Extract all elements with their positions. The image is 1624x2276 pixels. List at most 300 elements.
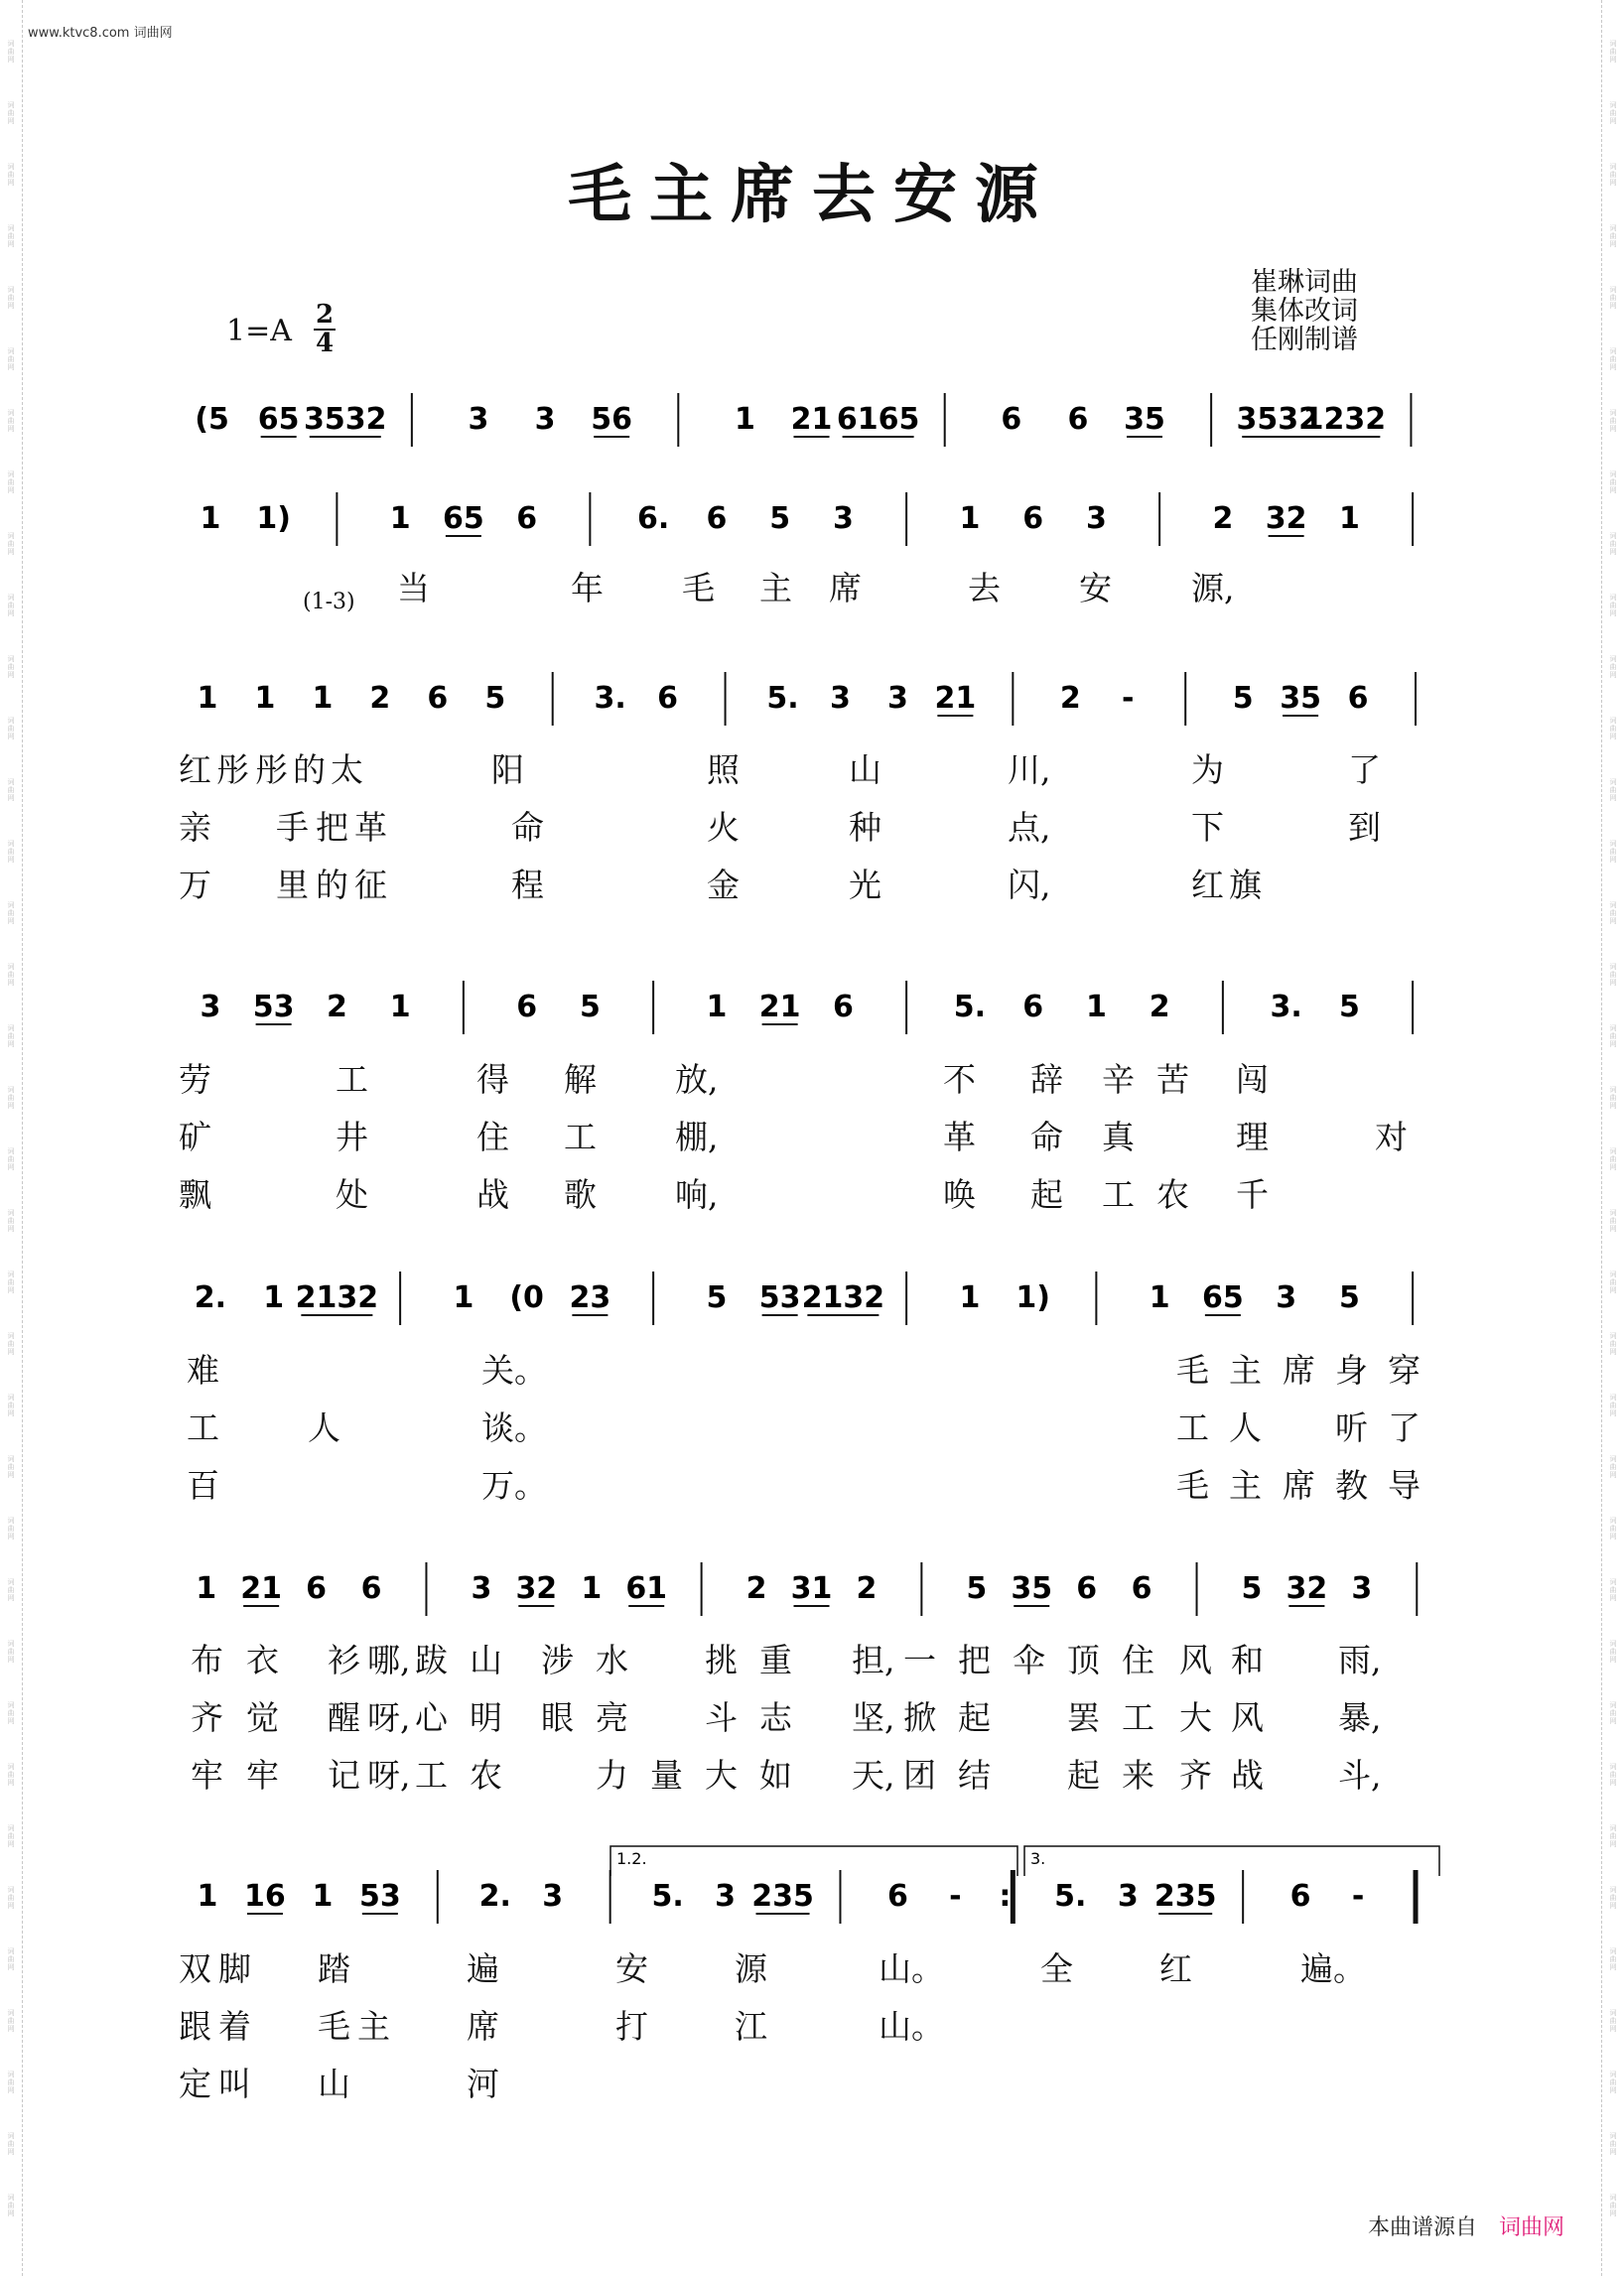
lyric-syllable: 打 bbox=[615, 2007, 648, 2046]
note-group: 6 bbox=[427, 681, 449, 716]
side-watermark: 词 曲 网 bbox=[7, 1763, 15, 1787]
note-group: 3 bbox=[534, 402, 556, 437]
lyric-syllable: 江 bbox=[735, 2007, 767, 2046]
note-group: 23 bbox=[569, 1280, 611, 1315]
side-watermark: 词 曲 网 bbox=[1609, 163, 1617, 187]
side-watermark: 词 曲 网 bbox=[1609, 1578, 1617, 1602]
lyric-syllable: 齐 bbox=[191, 1698, 223, 1737]
note-group: 3 bbox=[1117, 1879, 1139, 1914]
side-watermark: 词 曲 网 bbox=[1609, 347, 1617, 371]
side-watermark: 词 曲 网 bbox=[7, 963, 15, 987]
lyric-syllable: 遍 bbox=[467, 1949, 499, 1988]
lyric-syllable: 哪, bbox=[367, 1641, 411, 1679]
note-group: 6 bbox=[516, 501, 538, 536]
lyric-syllable: 人 bbox=[308, 1408, 340, 1447]
lyric-syllable: 衫 bbox=[328, 1641, 360, 1679]
lyric-syllable: 农 bbox=[470, 1756, 502, 1795]
side-watermark: 词 曲 网 bbox=[1609, 1947, 1617, 1971]
note-group: 32 bbox=[1265, 501, 1307, 536]
score-system bbox=[195, 393, 1411, 447]
lyric-syllable: 起 bbox=[1030, 1175, 1063, 1214]
note-group: 2 bbox=[745, 1571, 767, 1606]
note-group: 32 bbox=[515, 1571, 558, 1606]
note-group: 1 bbox=[263, 1280, 285, 1315]
lyric-syllable: 千 bbox=[1236, 1175, 1269, 1214]
note-group: 2 bbox=[326, 990, 347, 1024]
lyric-syllable: 涉 bbox=[541, 1641, 574, 1679]
note-group: 1 bbox=[581, 1571, 603, 1606]
lyric-syllable: 坚, bbox=[852, 1698, 895, 1737]
lyric-syllable: 闪, bbox=[1008, 866, 1051, 904]
lyric-syllable: 身 bbox=[1335, 1351, 1368, 1390]
credit-composer: 崔琳词曲 bbox=[1251, 267, 1358, 298]
lyric-syllable: 起 bbox=[958, 1698, 991, 1737]
note-group: 5. bbox=[1054, 1879, 1087, 1914]
lyric-syllable: 天, bbox=[852, 1756, 895, 1795]
lyric-syllable: 顶 bbox=[1067, 1641, 1100, 1679]
note-group: - bbox=[1122, 681, 1135, 716]
lyric-syllable: 主 bbox=[1229, 1351, 1262, 1390]
note-group: 1 bbox=[200, 501, 221, 536]
score-system bbox=[200, 981, 1413, 1034]
note-group: 5. bbox=[766, 681, 799, 716]
lyric-syllable: 心 bbox=[415, 1698, 448, 1737]
note-group: 35 bbox=[1280, 681, 1321, 716]
side-watermark: 词 曲 网 bbox=[1609, 1886, 1617, 1910]
lyric-syllable: 山 bbox=[318, 2065, 350, 2103]
lyric-syllable: 的 bbox=[316, 866, 348, 904]
note-group: 3 bbox=[200, 990, 221, 1024]
side-watermark: 词 曲 网 bbox=[7, 286, 15, 310]
note-group: 3532 bbox=[304, 402, 387, 437]
lyric-syllable: 万。 bbox=[481, 1466, 547, 1505]
lyric-syllable: 主 bbox=[1229, 1466, 1262, 1505]
note-group: 1 bbox=[312, 681, 334, 716]
score-system bbox=[198, 1870, 1416, 1924]
lyric-syllable: 山 bbox=[849, 750, 881, 789]
note-group: 61 bbox=[625, 1571, 668, 1606]
side-watermark: 词 曲 网 bbox=[1609, 2132, 1617, 2156]
note-group: 1 bbox=[197, 681, 218, 716]
lyric-syllable: 放, bbox=[675, 1060, 719, 1099]
note-group: 5 bbox=[579, 990, 601, 1024]
side-watermark: 词 曲 网 bbox=[1609, 2071, 1617, 2094]
lyric-syllable: 为 bbox=[1191, 750, 1224, 789]
lyric-syllable: 毛 bbox=[1176, 1351, 1209, 1390]
side-watermark: 词 曲 网 bbox=[7, 901, 15, 925]
note-group: 6 bbox=[360, 1571, 382, 1606]
lyric-syllable: 工 bbox=[415, 1756, 448, 1795]
note-group: 1 bbox=[734, 402, 755, 437]
lyric-syllable: 彤 bbox=[216, 750, 249, 789]
lyric-syllable: 跋 bbox=[415, 1641, 448, 1679]
side-watermark: 词 曲 网 bbox=[1609, 1701, 1617, 1725]
lyric-syllable: 伞 bbox=[1013, 1641, 1045, 1679]
lyric-syllable: 处 bbox=[336, 1175, 368, 1214]
lyric-syllable: 把 bbox=[316, 808, 348, 847]
lyric-syllable: 衣 bbox=[246, 1641, 279, 1679]
lyric-syllable: 当 bbox=[397, 569, 430, 607]
credit-transcriber: 任刚制谱 bbox=[1251, 325, 1358, 355]
side-watermark: 词 曲 网 bbox=[1609, 1024, 1617, 1048]
volta-bracket bbox=[1024, 1846, 1439, 1876]
side-watermark: 词 曲 网 bbox=[1609, 1147, 1617, 1171]
note-group: 1 bbox=[254, 681, 276, 716]
side-watermark: 词 曲 网 bbox=[7, 2009, 15, 2033]
lyric-syllable: 了 bbox=[1388, 1408, 1421, 1447]
lyric-syllable: 定 bbox=[179, 2065, 211, 2103]
note-group: 65 bbox=[257, 402, 300, 437]
side-watermark: 词 曲 网 bbox=[1609, 1271, 1617, 1294]
note-group: 2. bbox=[478, 1879, 511, 1914]
lyric-syllable: 的 bbox=[293, 750, 326, 789]
lyric-syllable: 川, bbox=[1008, 750, 1051, 789]
lyric-syllable: 理 bbox=[1236, 1118, 1269, 1156]
side-watermark: 词 曲 网 bbox=[1609, 286, 1617, 310]
lyric-syllable: 光 bbox=[849, 866, 881, 904]
lyric-syllable: 牢 bbox=[191, 1756, 223, 1795]
side-watermark: 词 曲 网 bbox=[1609, 1394, 1617, 1417]
lyric-syllable: 命 bbox=[1030, 1118, 1063, 1156]
lyric-syllable: 山 bbox=[470, 1641, 502, 1679]
lyric-syllable: 山。 bbox=[879, 2007, 944, 2046]
side-watermark: 词 曲 网 bbox=[7, 1947, 15, 1971]
lyric-syllable: 山。 bbox=[879, 1949, 944, 1988]
side-watermark: 词 曲 网 bbox=[1609, 1517, 1617, 1540]
lyric-syllable: 听 bbox=[1335, 1408, 1368, 1447]
side-watermark: 词 曲 网 bbox=[7, 1394, 15, 1417]
side-watermark: 词 曲 网 bbox=[1609, 1824, 1617, 1848]
lyric-syllable: 明 bbox=[470, 1698, 502, 1737]
note-group: 2132 bbox=[295, 1280, 379, 1315]
side-watermark: 词 曲 网 bbox=[1609, 1209, 1617, 1233]
lyric-syllable: 百 bbox=[187, 1466, 219, 1505]
note-group: 5 bbox=[1338, 1280, 1360, 1315]
side-watermark: 词 曲 网 bbox=[1609, 1086, 1617, 1110]
lyric-syllable: 毛 bbox=[318, 2007, 350, 2046]
side-watermark: 词 曲 网 bbox=[7, 163, 15, 187]
side-watermark: 词 曲 网 bbox=[1609, 1640, 1617, 1664]
note-group: 6 bbox=[1022, 990, 1044, 1024]
lyric-syllable: 重 bbox=[759, 1641, 792, 1679]
lyric-syllable: 担, bbox=[852, 1641, 895, 1679]
side-watermark: 词 曲 网 bbox=[1609, 224, 1617, 248]
lyric-syllable: 劳 bbox=[179, 1060, 211, 1099]
side-watermark: 词 曲 网 bbox=[7, 1578, 15, 1602]
note-group: 32 bbox=[1286, 1571, 1328, 1606]
side-watermark: 词 曲 网 bbox=[7, 1086, 15, 1110]
lyric-syllable: 亲 bbox=[179, 808, 211, 847]
lyric-syllable: 彤 bbox=[255, 750, 288, 789]
lyric-syllable: 太 bbox=[331, 750, 363, 789]
score-system bbox=[198, 672, 1416, 726]
side-watermark: 词 曲 网 bbox=[7, 778, 15, 802]
side-watermark: 词 曲 网 bbox=[1609, 1332, 1617, 1356]
lyric-syllable: 志 bbox=[759, 1698, 792, 1737]
lyric-syllable: 工 bbox=[336, 1060, 368, 1099]
lyric-syllable: 教 bbox=[1335, 1466, 1368, 1505]
note-group: 6 bbox=[1347, 681, 1369, 716]
side-watermark: 词 曲 网 bbox=[7, 1332, 15, 1356]
lyric-syllable: 下 bbox=[1191, 808, 1224, 847]
lyric-syllable: 雨, bbox=[1338, 1641, 1382, 1679]
lyric-syllable: 金 bbox=[707, 866, 740, 904]
side-watermark: 词 曲 网 bbox=[7, 1024, 15, 1048]
note-group: 3532 bbox=[1236, 402, 1319, 437]
side-watermark: 词 曲 网 bbox=[1609, 655, 1617, 679]
note-group: 1 bbox=[959, 1280, 981, 1315]
lyric-syllable: 工 bbox=[1102, 1175, 1135, 1214]
lyric-syllable: 脚 bbox=[218, 1949, 251, 1988]
note-group: 53 bbox=[252, 990, 295, 1024]
note-group: 6 bbox=[1067, 402, 1089, 437]
lyric-syllable: 征 bbox=[354, 866, 387, 904]
note-group: 31 bbox=[790, 1571, 833, 1606]
side-watermark: 词 曲 网 bbox=[7, 1824, 15, 1848]
lyric-syllable: 火 bbox=[707, 808, 740, 847]
lyric-syllable: 命 bbox=[511, 808, 544, 847]
note-group: 1232 bbox=[1302, 402, 1387, 437]
repeat-sign: : bbox=[999, 1879, 1012, 1914]
side-watermark: 词 曲 网 bbox=[7, 224, 15, 248]
note-group: 65 bbox=[1202, 1280, 1244, 1315]
note-group: 3 bbox=[1276, 1280, 1297, 1315]
lyric-syllable: 工 bbox=[1122, 1698, 1154, 1737]
note-group: 235 bbox=[1153, 1879, 1217, 1914]
note-group: 21 bbox=[934, 681, 977, 716]
song-title: 毛主席去安源 bbox=[568, 158, 1056, 232]
side-watermark: 词 曲 网 bbox=[7, 409, 15, 433]
score-system bbox=[196, 1562, 1417, 1616]
lyric-syllable: 歌 bbox=[564, 1175, 597, 1214]
lyric-syllable: 旗 bbox=[1229, 866, 1262, 904]
lyric-syllable: 齐 bbox=[1179, 1756, 1212, 1795]
lyric-syllable: 呀, bbox=[367, 1756, 411, 1795]
note-group: 16 bbox=[244, 1879, 286, 1914]
side-watermark: 词 曲 网 bbox=[1609, 901, 1617, 925]
lyric-syllable: 井 bbox=[336, 1118, 368, 1156]
lyric-syllable: 工 bbox=[1176, 1408, 1209, 1447]
note-group: 2. bbox=[194, 1280, 227, 1315]
side-watermark: 词 曲 网 bbox=[1609, 101, 1617, 125]
note-group: 6 bbox=[832, 990, 854, 1024]
side-watermark: 词 曲 网 bbox=[7, 532, 15, 556]
lyric-syllable: 辛 bbox=[1102, 1060, 1135, 1099]
note-group: 6 bbox=[1076, 1571, 1098, 1606]
footer bbox=[1368, 2210, 1564, 2241]
note-group: 6165 bbox=[836, 402, 920, 437]
note-group: 3 bbox=[830, 681, 851, 716]
note-group: 1 bbox=[196, 1571, 217, 1606]
side-watermark: 词 曲 网 bbox=[7, 655, 15, 679]
side-watermark: 词 曲 网 bbox=[1609, 778, 1617, 802]
lyric-syllable: 真 bbox=[1102, 1118, 1135, 1156]
note-group: 21 bbox=[790, 402, 833, 437]
lyric-syllable: 毛 bbox=[1176, 1466, 1209, 1505]
lyric-syllable: 叫 bbox=[218, 2065, 251, 2103]
side-watermark: 词 曲 网 bbox=[7, 594, 15, 617]
note-group: 3. bbox=[594, 681, 626, 716]
lyric-syllable: 布 bbox=[191, 1641, 223, 1679]
lyric-syllable: 程 bbox=[511, 866, 544, 904]
lyric-syllable: 团 bbox=[903, 1756, 936, 1795]
lyric-syllable: 辞 bbox=[1030, 1060, 1063, 1099]
lyric-syllable: 了 bbox=[1348, 750, 1381, 789]
lyric-syllable: 大 bbox=[705, 1756, 738, 1795]
lyric-syllable: 棚, bbox=[675, 1118, 719, 1156]
side-watermark: 词 曲 网 bbox=[1609, 409, 1617, 433]
note-group: 2 bbox=[856, 1571, 878, 1606]
note-group: 56 bbox=[591, 402, 633, 437]
note-group: 1 bbox=[389, 990, 411, 1024]
note-group: 1 bbox=[453, 1280, 474, 1315]
note-group: 6 bbox=[1289, 1879, 1311, 1914]
note-group: 5 bbox=[1338, 990, 1360, 1024]
side-watermark: 词 曲 网 bbox=[1609, 1455, 1617, 1479]
side-watermark: 词 曲 网 bbox=[7, 1517, 15, 1540]
footer-brand: 词曲网 bbox=[1499, 2215, 1565, 2240]
side-watermark: 词 曲 网 bbox=[7, 840, 15, 864]
note-group: 6 bbox=[657, 681, 679, 716]
note-group: 3 bbox=[715, 1879, 737, 1914]
side-watermark: 词 曲 网 bbox=[7, 717, 15, 740]
lyric-syllable: 席 bbox=[467, 2007, 499, 2046]
note-group: 35 bbox=[1011, 1571, 1053, 1606]
note-group: 5 bbox=[966, 1571, 988, 1606]
score-system bbox=[200, 492, 1413, 546]
time-sig-top: 2 bbox=[315, 300, 335, 330]
note-group: 35 bbox=[1124, 402, 1165, 437]
side-watermark: 词 曲 网 bbox=[7, 347, 15, 371]
lyric-syllable: 阳 bbox=[491, 750, 524, 789]
lyric-syllable: 水 bbox=[596, 1641, 628, 1679]
lyric-syllable: 红 bbox=[1191, 866, 1224, 904]
note-group: 21 bbox=[758, 990, 801, 1024]
lyric-syllable: 不 bbox=[943, 1060, 976, 1099]
lyric-syllable: 起 bbox=[1067, 1756, 1100, 1795]
note-group: 21 bbox=[240, 1571, 283, 1606]
note-group: 2 bbox=[1149, 990, 1170, 1024]
footer-source: 本曲谱源自 bbox=[1368, 2215, 1478, 2240]
lyric-syllable: 斗, bbox=[1338, 1756, 1382, 1795]
lyric-syllable: 眼 bbox=[541, 1698, 574, 1737]
volta-label: 3. bbox=[1030, 1849, 1046, 1868]
lyric-syllable: 对 bbox=[1375, 1118, 1408, 1156]
lyric-syllable: 住 bbox=[476, 1118, 509, 1156]
lyric-syllable: 到 bbox=[1348, 808, 1381, 847]
lyric-syllable: 暴, bbox=[1338, 1698, 1382, 1737]
note-group: 5 bbox=[706, 1280, 728, 1315]
lyric-syllable: 唤 bbox=[943, 1175, 976, 1214]
lyric-syllable: 着 bbox=[218, 2007, 251, 2046]
note-group: 1 bbox=[1149, 1280, 1170, 1315]
note-group: 2132 bbox=[801, 1280, 885, 1315]
lyric-syllable: 安 bbox=[615, 1949, 648, 1988]
lyric-syllable: 红 bbox=[1159, 1949, 1192, 1988]
lyric-syllable: 记 bbox=[328, 1756, 360, 1795]
lyric-syllable: 照 bbox=[707, 750, 740, 789]
side-watermark: 词 曲 网 bbox=[1609, 963, 1617, 987]
lyric-syllable: 穿 bbox=[1388, 1351, 1421, 1390]
side-watermark: 词 曲 网 bbox=[7, 1209, 15, 1233]
note-group: - bbox=[1351, 1879, 1365, 1914]
side-watermark: 词 曲 网 bbox=[7, 1271, 15, 1294]
lyric-syllable: 万 bbox=[179, 866, 211, 904]
lyric-syllable: 闯 bbox=[1236, 1060, 1269, 1099]
lyric-syllable: 农 bbox=[1156, 1175, 1189, 1214]
note-group: 6 bbox=[1022, 501, 1044, 536]
lyric-syllable: 工 bbox=[187, 1408, 219, 1447]
note-group: 3 bbox=[468, 402, 489, 437]
note-group: 2 bbox=[369, 681, 391, 716]
lyric-syllable: 把 bbox=[958, 1641, 991, 1679]
note-group: 6 bbox=[306, 1571, 328, 1606]
lyric-syllable: 主 bbox=[759, 569, 792, 607]
note-group: 6 bbox=[1001, 402, 1022, 437]
note-group: 1 bbox=[197, 1879, 218, 1914]
note-group: 6 bbox=[516, 990, 538, 1024]
note-group: 1) bbox=[1015, 1280, 1050, 1315]
note-group: 6 bbox=[1131, 1571, 1152, 1606]
lyric-syllable: 席 bbox=[1283, 1466, 1315, 1505]
lyric-syllable: 结 bbox=[958, 1756, 991, 1795]
volta-bracket bbox=[610, 1846, 1017, 1876]
side-watermark: 词 曲 网 bbox=[7, 2194, 15, 2217]
lyric-syllable: 醒 bbox=[328, 1698, 360, 1737]
side-watermark: 词 曲 网 bbox=[7, 40, 15, 64]
note-group: 1 bbox=[706, 990, 728, 1024]
lyric-syllable: 人 bbox=[1229, 1408, 1262, 1447]
score-system bbox=[195, 1272, 1413, 1325]
side-watermark: 词 曲 网 bbox=[7, 1147, 15, 1171]
note-group: 1 bbox=[959, 501, 981, 536]
lyric-syllable: 主 bbox=[357, 2007, 390, 2046]
lyric-syllable: 战 bbox=[1231, 1756, 1264, 1795]
lyric-syllable: 风 bbox=[1231, 1698, 1264, 1737]
side-watermark: 词 曲 网 bbox=[7, 1640, 15, 1664]
side-watermark: 词 曲 网 bbox=[7, 2132, 15, 2156]
lyric-syllable: 风 bbox=[1179, 1641, 1212, 1679]
lyric-syllable: 关。 bbox=[481, 1351, 547, 1390]
lyric-syllable: 力 bbox=[596, 1756, 628, 1795]
lyric-syllable: 呀, bbox=[367, 1698, 411, 1737]
side-watermark: 词 曲 网 bbox=[7, 101, 15, 125]
note-group: 3 bbox=[1351, 1571, 1373, 1606]
side-watermark: 词 曲 网 bbox=[1609, 2194, 1617, 2217]
side-watermark: 词 曲 网 bbox=[7, 1701, 15, 1725]
side-watermark: 词 曲 网 bbox=[1609, 470, 1617, 494]
lyric-syllable: 红 bbox=[179, 750, 211, 789]
note-group: 5. bbox=[953, 990, 987, 1024]
lyric-syllable: 年 bbox=[571, 569, 604, 607]
lyric-syllable: 如 bbox=[759, 1756, 792, 1795]
lyric-syllable: 住 bbox=[1122, 1641, 1154, 1679]
lyric-syllable: 大 bbox=[1179, 1698, 1212, 1737]
note-group: 5 bbox=[769, 501, 791, 536]
lyric-syllable: 战 bbox=[476, 1175, 509, 1214]
side-watermark: 词 曲 网 bbox=[7, 1886, 15, 1910]
side-watermark: 词 曲 网 bbox=[1609, 2009, 1617, 2033]
lyric-syllable: 里 bbox=[276, 866, 309, 904]
lyric-syllable: 牢 bbox=[246, 1756, 279, 1795]
side-watermark: 词 曲 网 bbox=[1609, 532, 1617, 556]
note-group: 6 bbox=[706, 501, 728, 536]
lyric-syllable: 来 bbox=[1122, 1756, 1154, 1795]
lyric-syllable: 罢 bbox=[1067, 1698, 1100, 1737]
note-group: 1 bbox=[312, 1879, 334, 1914]
note-group: 53 bbox=[358, 1879, 401, 1914]
side-watermark: 词 曲 网 bbox=[1609, 40, 1617, 64]
